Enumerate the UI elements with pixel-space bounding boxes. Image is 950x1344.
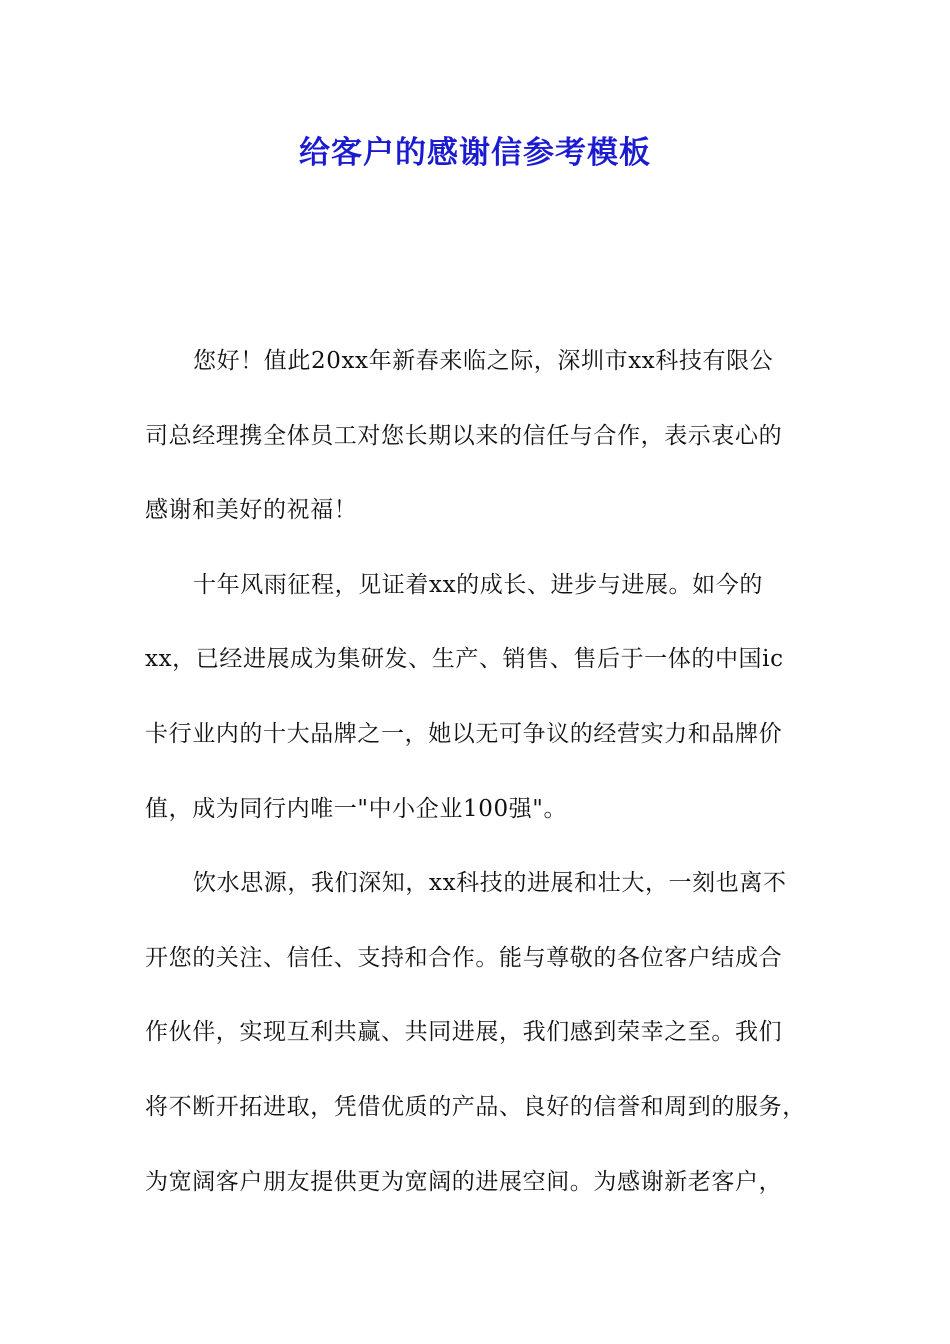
paragraph-line: 卡行业内的十大品牌之一，她以无可争议的经营实力和品牌价 <box>145 720 783 747</box>
paragraph-line: 您好！值此20xx年新春来临之际，深圳市xx科技有限公 <box>193 348 774 374</box>
paragraph-line: 将不断开拓进取，凭借优质的产品、良好的信誉和周到的服务， <box>145 1093 806 1120</box>
paragraph-line: 值，成为同行内唯一"中小企业100强"。 <box>145 795 568 822</box>
paragraph-line: 饮水思源，我们深知，xx科技的进展和壮大，一刻也离不 <box>193 870 787 897</box>
paragraph-line: 司总经理携全体员工对您长期以来的信任与合作，表示衷心的 <box>145 422 783 449</box>
paragraph-line: 开您的关注、信任、支持和合作。能与尊敬的各位客户结成合 <box>145 944 783 971</box>
document-title: 给客户的感谢信参考模板 <box>299 135 651 171</box>
paragraph-line: xx，已经进展成为集研发、生产、销售、售后于一体的中国ic <box>145 646 784 673</box>
paragraph-line: 为宽阔客户朋友提供更为宽阔的进展空间。为感谢新老客户， <box>145 1168 783 1195</box>
paragraph-line: 十年风雨征程，见证着xx的成长、进步与进展。如今的 <box>193 571 763 598</box>
paragraph-line: 感谢和美好的祝福！ <box>145 497 358 524</box>
letter-body <box>145 335 815 1230</box>
paragraph-line: 作伙伴，实现互利共赢、共同进展，我们感到荣幸之至。我们 <box>145 1019 783 1046</box>
